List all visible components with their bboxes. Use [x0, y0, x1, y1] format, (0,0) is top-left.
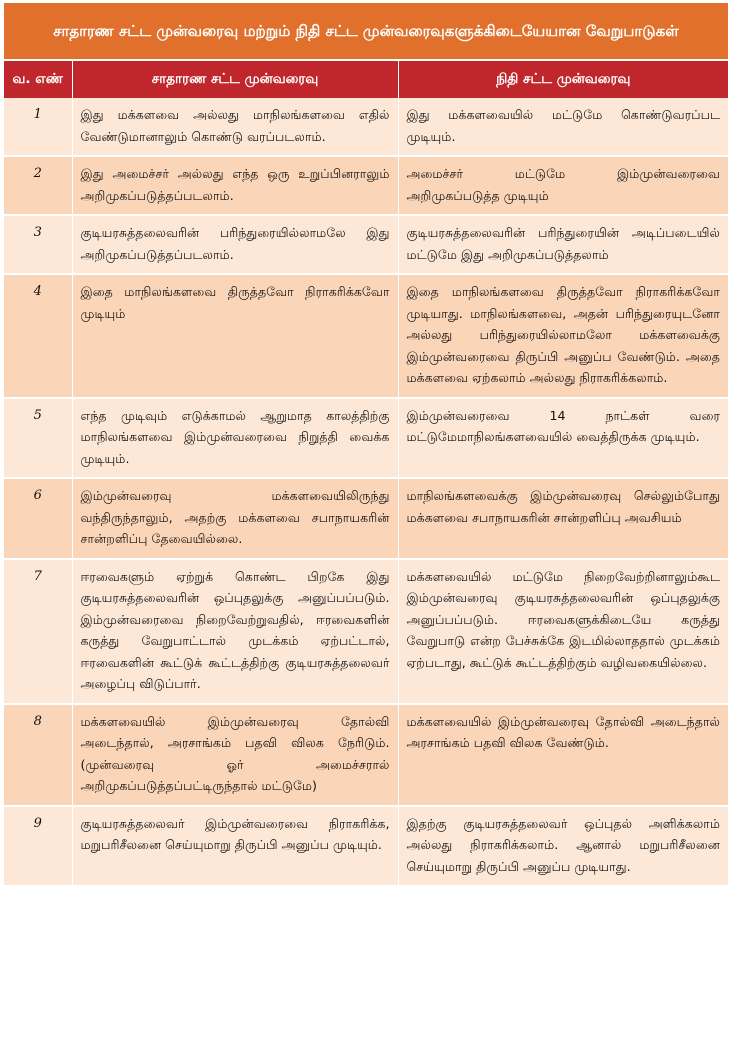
money-bill-cell: இதற்கு குடியரசுத்தலைவர் ஒப்புதல் அளிக்கலாம் அல்லது நிராகரிக்கலாம். ஆனால் மறுபரிசீலனை செய்யுமாறு திருப்பி அனுப்ப முடியாது.: [398, 806, 728, 887]
row-number: 6: [4, 478, 72, 559]
table-row: [4, 806, 728, 887]
row-number: 7: [4, 559, 72, 704]
money-bill-cell: மக்களவையில் இம்முன்வரைவு தோல்வி அடைந்தால் அரசாங்கம் பதவி விலக வேண்டும்.: [398, 704, 728, 806]
ordinary-bill-cell: ஈரவைகளும் ஏற்றுக் கொண்ட பிறகே இது குடியரசுத்தலைவரின் ஒப்புதலுக்கு அனுப்பப்படும். இம்முன்வரைவை நிறைவேற்றுவதில், ஈரவைகளின் கருத்து வேறுபாட்டால் முடக்கம் ஏற்பட்டால், ஈரவைகளின் கூட்டுக் கூட்டத்திற்கு குடியரசுத்தலைவர் அழைப்பு விடுப்பார்.: [72, 559, 398, 704]
table-row: [4, 98, 728, 156]
table-row: [4, 478, 728, 559]
ordinary-bill-cell: இது மக்களவை அல்லது மாநிலங்களவை எதில் வேண்டுமானாலும் கொண்டு வரப்படலாம்.: [72, 98, 398, 156]
table-row: [4, 398, 728, 479]
ordinary-bill-cell: மக்களவையில் இம்முன்வரைவு தோல்வி அடைந்தால், அரசாங்கம் பதவி விலக நேரிடும். (முன்வரைவு ஓர் அமைச்சரால் அறிமுகப்படுத்தப்பட்டிருந்தால் மட்டுமே): [72, 704, 398, 806]
money-bill-cell: இதை மாநிலங்களவை திருத்தவோ நிராகரிக்கவோ முடியாது. மாநிலங்களவை, அதன் பரிந்துரையுடனோ அல்லது பரிந்துரையில்லாமலோ மக்களவைக்கு இம்முன்வரைவை திருப்பி அனுப்ப வேண்டும். அதை மக்களவை ஏற்கலாம் அல்லது நிராகரிக்கலாம்.: [398, 274, 728, 398]
money-bill-cell: இம்முன்வரைவை 14 நாட்கள் வரை மட்டுமேமாநிலங்களவையில் வைத்திருக்க முடியும்.: [398, 398, 728, 479]
table-row: [4, 215, 728, 274]
comparison-table: [4, 61, 728, 887]
header-money-bill: நிதி சட்ட முன்வரைவு: [398, 61, 728, 98]
row-number: 4: [4, 274, 72, 398]
ordinary-bill-cell: இம்முன்வரைவு மக்களவையிலிருந்து வந்திருந்தாலும், அதற்கு மக்களவை சபாநாயகரின் சான்றளிப்பு தேவையில்லை.: [72, 478, 398, 559]
ordinary-bill-cell: இது அமைச்சர் அல்லது எந்த ஒரு உறுப்பினராலும் அறிமுகப்படுத்தப்படலாம்.: [72, 156, 398, 215]
table-row: [4, 559, 728, 704]
comparison-table-container: [4, 3, 728, 887]
table-row: [4, 274, 728, 398]
row-number: 3: [4, 215, 72, 274]
money-bill-cell: அமைச்சர் மட்டுமே இம்முன்வரைவை அறிமுகப்படுத்த முடியும்: [398, 156, 728, 215]
header-row: [4, 61, 728, 98]
table-row: [4, 156, 728, 215]
money-bill-cell: மக்களவையில் மட்டுமே நிறைவேற்றினாலும்கூட இம்முன்வரைவு குடியரசுத்தலைவரின் ஒப்புதலுக்கு அனுப்பப்படும். ஈரவைகளுக்கிடையே கருத்து வேறுபாடு என்ற பேச்சுக்கே இடமில்லாததால் முடக்கம் ஏற்படாது, கூட்டுக் கூட்டத்திற்கும் வழிவகையில்லை.: [398, 559, 728, 704]
ordinary-bill-cell: எந்த முடிவும் எடுக்காமல் ஆறுமாத காலத்திற்கு மாநிலங்களவை இம்முன்வரைவை நிறுத்தி வைக்க முடியும்.: [72, 398, 398, 479]
row-number: 1: [4, 98, 72, 156]
table-row: [4, 704, 728, 806]
row-number: 8: [4, 704, 72, 806]
table-title: சாதாரண சட்ட முன்வரைவு மற்றும் நிதி சட்ட முன்வரைவுகளுக்கிடையேயான வேறுபாடுகள்: [4, 3, 728, 61]
header-serial-number: வ. எண்: [4, 61, 72, 98]
header-ordinary-bill: சாதாரண சட்ட முன்வரைவு: [72, 61, 398, 98]
row-number: 5: [4, 398, 72, 479]
ordinary-bill-cell: குடியரசுத்தலைவரின் பரிந்துரையில்லாமலே இது அறிமுகப்படுத்தப்படலாம்.: [72, 215, 398, 274]
money-bill-cell: மாநிலங்களவைக்கு இம்முன்வரைவு செல்லும்போது மக்களவை சபாநாயகரின் சான்றளிப்பு அவசியம்: [398, 478, 728, 559]
row-number: 9: [4, 806, 72, 887]
money-bill-cell: குடியரசுத்தலைவரின் பரிந்துரையின் அடிப்படையில் மட்டுமே இது அறிமுகப்படுத்தலாம்: [398, 215, 728, 274]
ordinary-bill-cell: இதை மாநிலங்களவை திருத்தவோ நிராகரிக்கவோ முடியும்: [72, 274, 398, 398]
row-number: 2: [4, 156, 72, 215]
ordinary-bill-cell: குடியரசுத்தலைவர் இம்முன்வரைவை நிராகரிக்க, மறுபரிசீலனை செய்யுமாறு திருப்பி அனுப்ப முடியும்.: [72, 806, 398, 887]
money-bill-cell: இது மக்களவையில் மட்டுமே கொண்டுவரப்பட முடியும்.: [398, 98, 728, 156]
